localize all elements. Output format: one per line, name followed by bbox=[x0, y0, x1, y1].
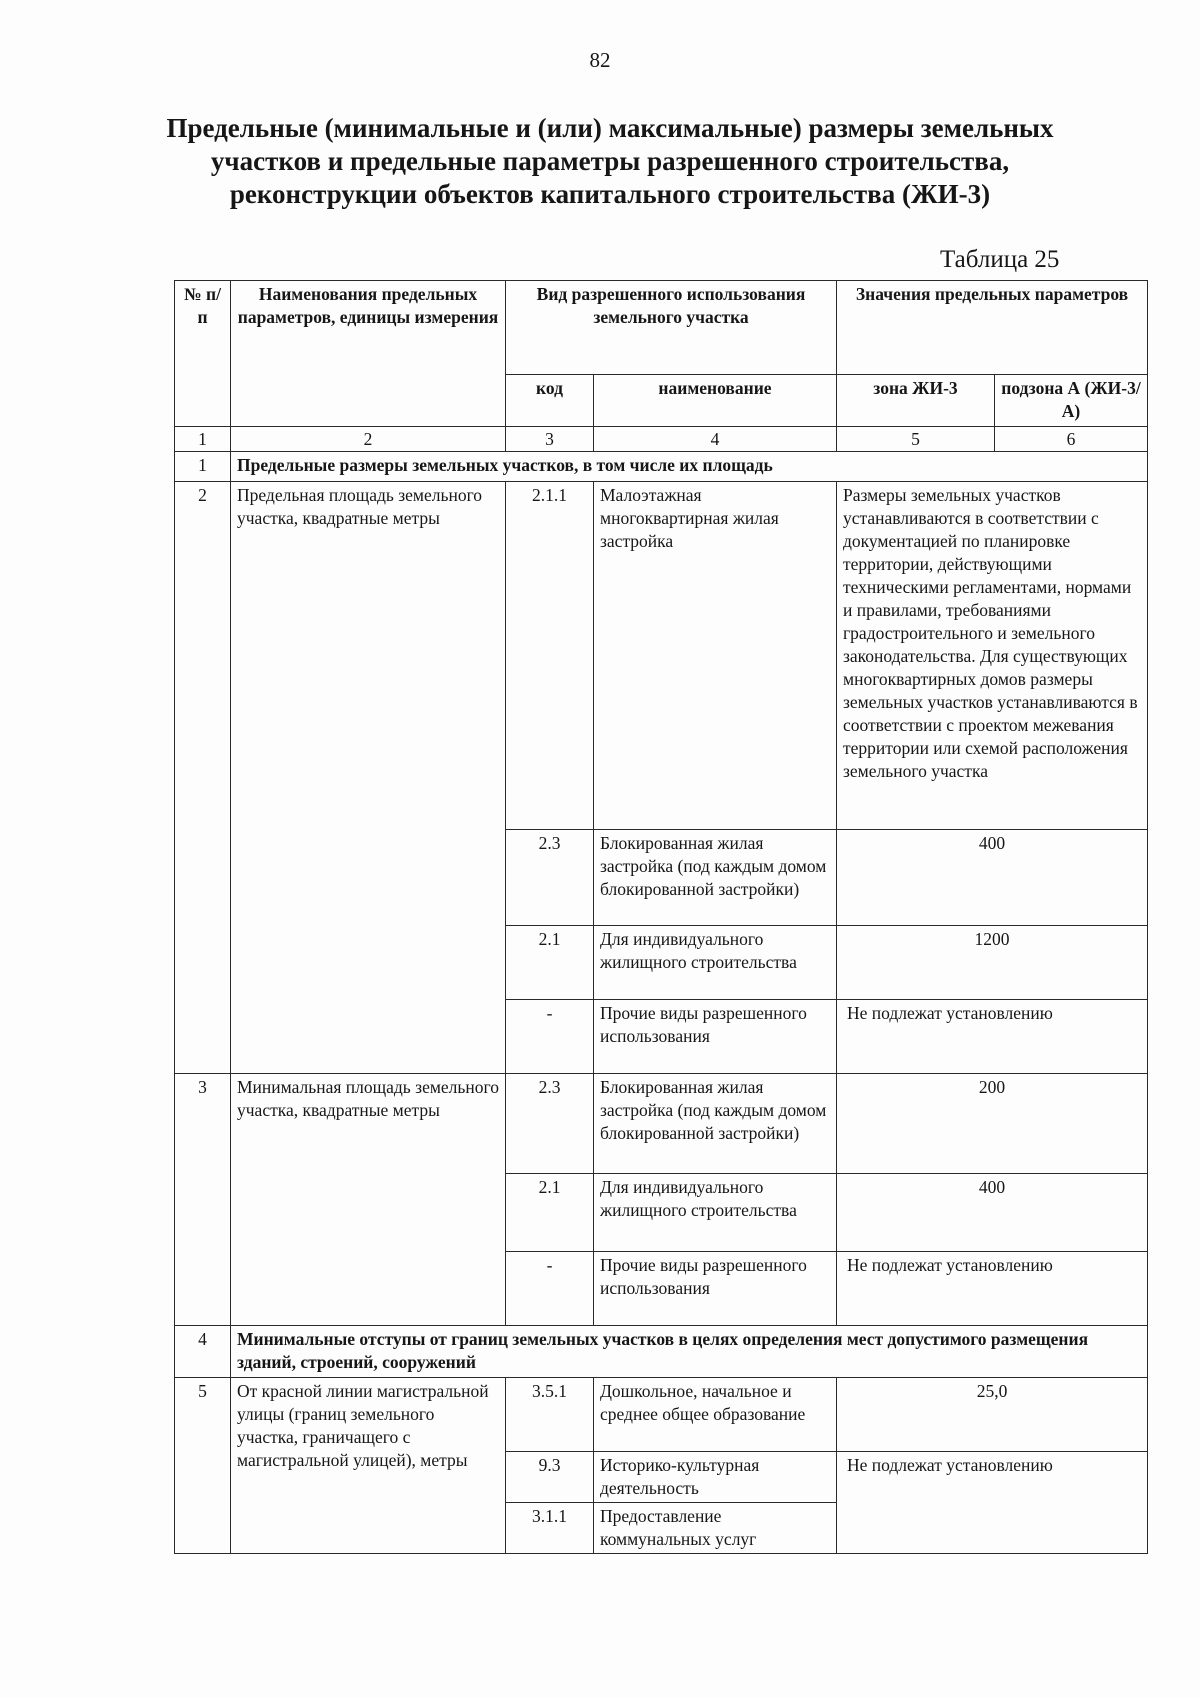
header-code: код bbox=[506, 375, 594, 427]
param-value: 400 bbox=[837, 1174, 1148, 1252]
header-use: Вид разрешенного использования земельного участка bbox=[506, 281, 837, 375]
table-row bbox=[175, 1074, 1148, 1174]
section-heading: Предельные размеры земельных участков, в том числе их площадь bbox=[231, 452, 1148, 482]
header-values: Значения предельных параметров bbox=[837, 281, 1148, 375]
use-name: Для индивидуального жилищного строительства bbox=[594, 1174, 837, 1252]
title-line-1: Предельные (минимальные и (или) максимальные) размеры земельных bbox=[166, 113, 1054, 143]
use-code: 2.1.1 bbox=[506, 482, 594, 830]
param-value: 200 bbox=[837, 1074, 1148, 1174]
param-name: От красной линии магистральной улицы (границ земельного участка, граничащего с магистральной улицей), метры bbox=[231, 1378, 506, 1554]
use-name: Предоставление коммунальных услуг bbox=[594, 1503, 837, 1554]
use-name: Прочие виды разрешенного использования bbox=[594, 1000, 837, 1074]
column-number: 3 bbox=[506, 427, 594, 452]
column-number: 6 bbox=[995, 427, 1148, 452]
column-number: 5 bbox=[837, 427, 995, 452]
column-number: 4 bbox=[594, 427, 837, 452]
param-name: Минимальная площадь земельного участка, квадратные метры bbox=[231, 1074, 506, 1326]
param-value: Не подлежат установлению bbox=[837, 1452, 1148, 1554]
param-value: 1200 bbox=[837, 926, 1148, 1000]
use-name: Блокированная жилая застройка (под каждым домом блокированной застройки) bbox=[594, 830, 837, 926]
use-code: 9.3 bbox=[506, 1452, 594, 1503]
param-value: 400 bbox=[837, 830, 1148, 926]
table-row bbox=[175, 452, 1148, 482]
use-name: Малоэтажная многоквартирная жилая застройка bbox=[594, 482, 837, 830]
use-code: - bbox=[506, 1252, 594, 1326]
header-row bbox=[175, 281, 1148, 375]
column-number: 2 bbox=[231, 427, 506, 452]
use-code: 2.1 bbox=[506, 926, 594, 1000]
page-number: 82 bbox=[589, 48, 611, 72]
column-number-row bbox=[175, 427, 1148, 452]
use-code: - bbox=[506, 1000, 594, 1074]
row-number: 2 bbox=[175, 482, 231, 1074]
use-code: 2.3 bbox=[506, 830, 594, 926]
use-code: 3.1.1 bbox=[506, 1503, 594, 1554]
param-value: 25,0 bbox=[837, 1378, 1148, 1452]
use-name: Для индивидуального жилищного строительства bbox=[594, 926, 837, 1000]
document-title bbox=[160, 112, 1060, 211]
column-number: 1 bbox=[175, 427, 231, 452]
title-line-2: участков и предельные параметры разрешенного строительства, bbox=[210, 146, 1010, 176]
param-value: Не подлежат установлению bbox=[837, 1000, 1148, 1074]
param-name: Предельная площадь земельного участка, квадратные метры bbox=[231, 482, 506, 1074]
header-zone: зона ЖИ-3 bbox=[837, 375, 995, 427]
row-number: 3 bbox=[175, 1074, 231, 1326]
table-caption: Таблица 25 bbox=[940, 246, 1060, 273]
table-row bbox=[175, 1326, 1148, 1378]
row-number: 5 bbox=[175, 1378, 231, 1554]
header-subzone: подзона А (ЖИ-3/А) bbox=[995, 375, 1148, 427]
section-heading: Минимальные отступы от границ земельных участков в целях определения мест допустимого размещения зданий, строений, сооружений bbox=[231, 1326, 1148, 1378]
table-row bbox=[175, 1378, 1148, 1452]
use-code: 2.1 bbox=[506, 1174, 594, 1252]
use-code: 2.3 bbox=[506, 1074, 594, 1174]
use-name: Блокированная жилая застройка (под каждым домом блокированной застройки) bbox=[594, 1074, 837, 1174]
row-number: 4 bbox=[175, 1326, 231, 1378]
title-line-3: реконструкции объектов капитального строительства (ЖИ-3) bbox=[229, 179, 991, 209]
use-name: Историко-культурная деятельность bbox=[594, 1452, 837, 1503]
row-number: 1 bbox=[175, 452, 231, 482]
param-value: Размеры земельных участков устанавливаются в соответствии с документацией по планировке территории, действующими техническими регламентами, нормами и правилами, требованиями градостроительного и земельного законодательства. Для существующих многоквартирных домов размеры земельных участков устанавливаются в соответствии с проектом межевания территории или схемой расположения земельного участка bbox=[837, 482, 1148, 830]
header-param: Наименования предельных параметров, единицы измерения bbox=[231, 281, 506, 427]
use-code: 3.5.1 bbox=[506, 1378, 594, 1452]
table-row bbox=[175, 482, 1148, 830]
param-value: Не подлежат установлению bbox=[837, 1252, 1148, 1326]
header-num: № п/п bbox=[175, 281, 231, 427]
use-name: Прочие виды разрешенного использования bbox=[594, 1252, 837, 1326]
limits-table bbox=[174, 280, 1148, 1554]
header-name: наименование bbox=[594, 375, 837, 427]
use-name: Дошкольное, начальное и среднее общее образование bbox=[594, 1378, 837, 1452]
